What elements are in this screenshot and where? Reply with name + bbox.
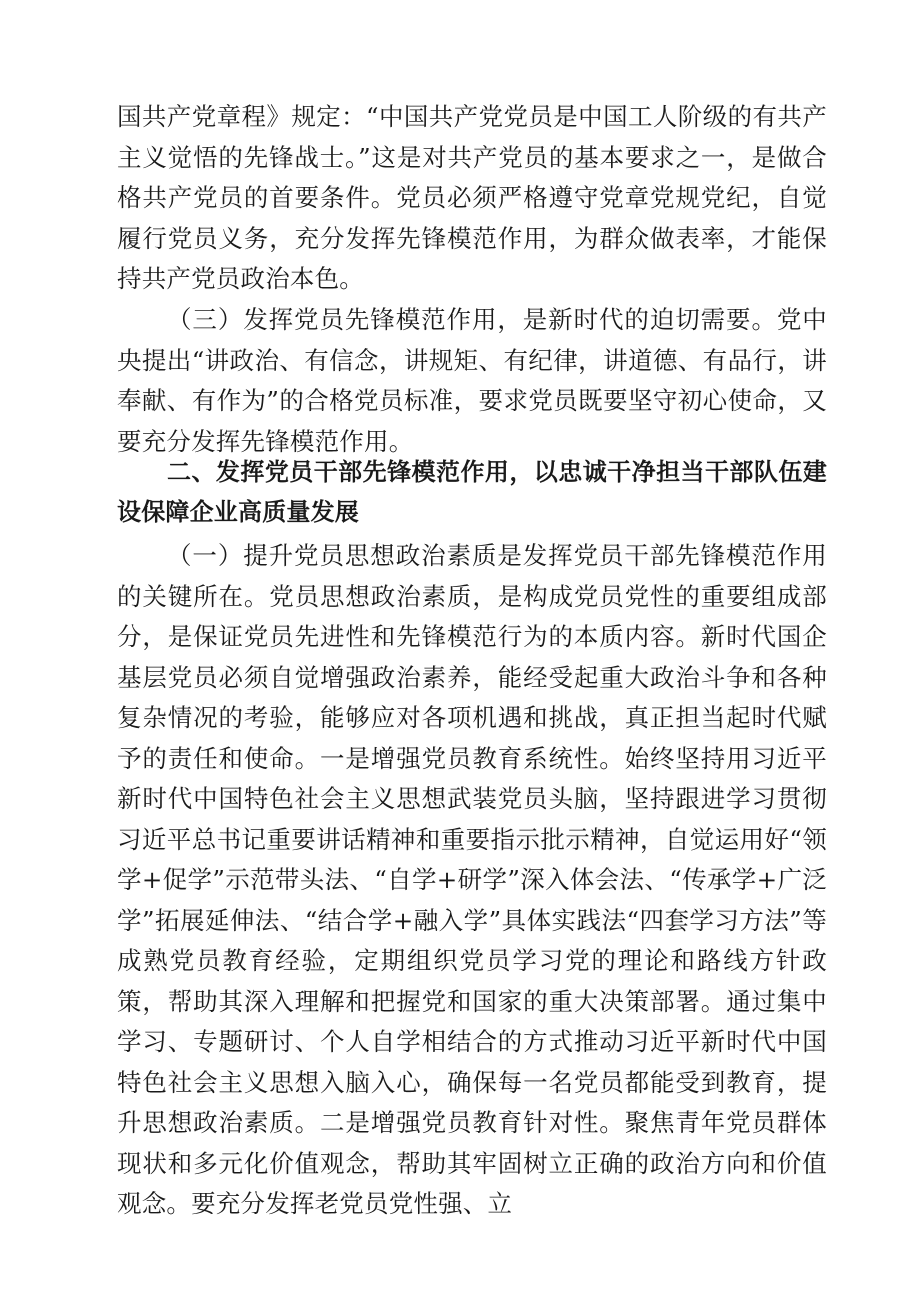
- section-2-paragraph-1: （一）提升党员思想政治素质是发挥党员干部先锋模范作用的关键所在。党员思想政治素质，是构成党员党性的重要组成部分，是保证党员先进性和先锋模范行为的本质内容。新时代国企基层党员必须自觉增强政治素养，能经受起重大政治斗争和各种复杂情况的考验，能够应对各项机遇和挑战，真正担当起时代赋予的责任和使命。一是增强党员教育系统性。始终坚持用习近平新时代中国特色社会主义思想武装党员头脑，坚持跟进学习贯彻习近平总书记重要讲话精神和重要指示批示精神，自觉运用好“领学+促学”示范带头法、“自学+研学”深入体会法、“传承学+广泛学”拓展延伸法、“结合学+融入学”具体实践法“四套学习方法”等成熟党员教育经验，定期组织党员学习党的理论和路线方针政策，帮助其深入理解和把握党和国家的重大决策部署。通过集中学习、专题研讨、个人自学相结合的方式推动习近平新时代中国特色社会主义思想入脑入心，确保每一名党员都能受到教育，提升思想政治素质。二是增强党员教育针对性。聚焦青年党员群体现状和多元化价值观念，帮助其牢固树立正确的政治方向和价值观念。要充分发挥老党员党性强、立: [117, 541, 827, 1218]
- section-2-heading: 二、发挥党员干部先锋模范作用，以忠诚干净担当干部队伍建设保障企业高质量发展: [117, 458, 827, 526]
- paragraph-point-3: （三）发挥党员先锋模范作用，是新时代的迫切需要。党中央提出“讲政治、有信念，讲规矩、有纪律，讲道德、有品行，讲奉献、有作为”的合格党员标准，要求党员既要坚守初心使命，又要充分发挥先锋模范作用。: [117, 305, 827, 456]
- paragraph-intro: 国共产党章程》规定：“中国共产党党员是中国工人阶级的有共产主义觉悟的先锋战士。”这是对共产党员的基本要求之一，是做合格共产党员的首要条件。党员必须严格遵守党章党规党纪，自觉履行党员义务，充分发挥先锋模范作用，为群众做表率，才能保持共产党员政治本色。: [117, 102, 827, 293]
